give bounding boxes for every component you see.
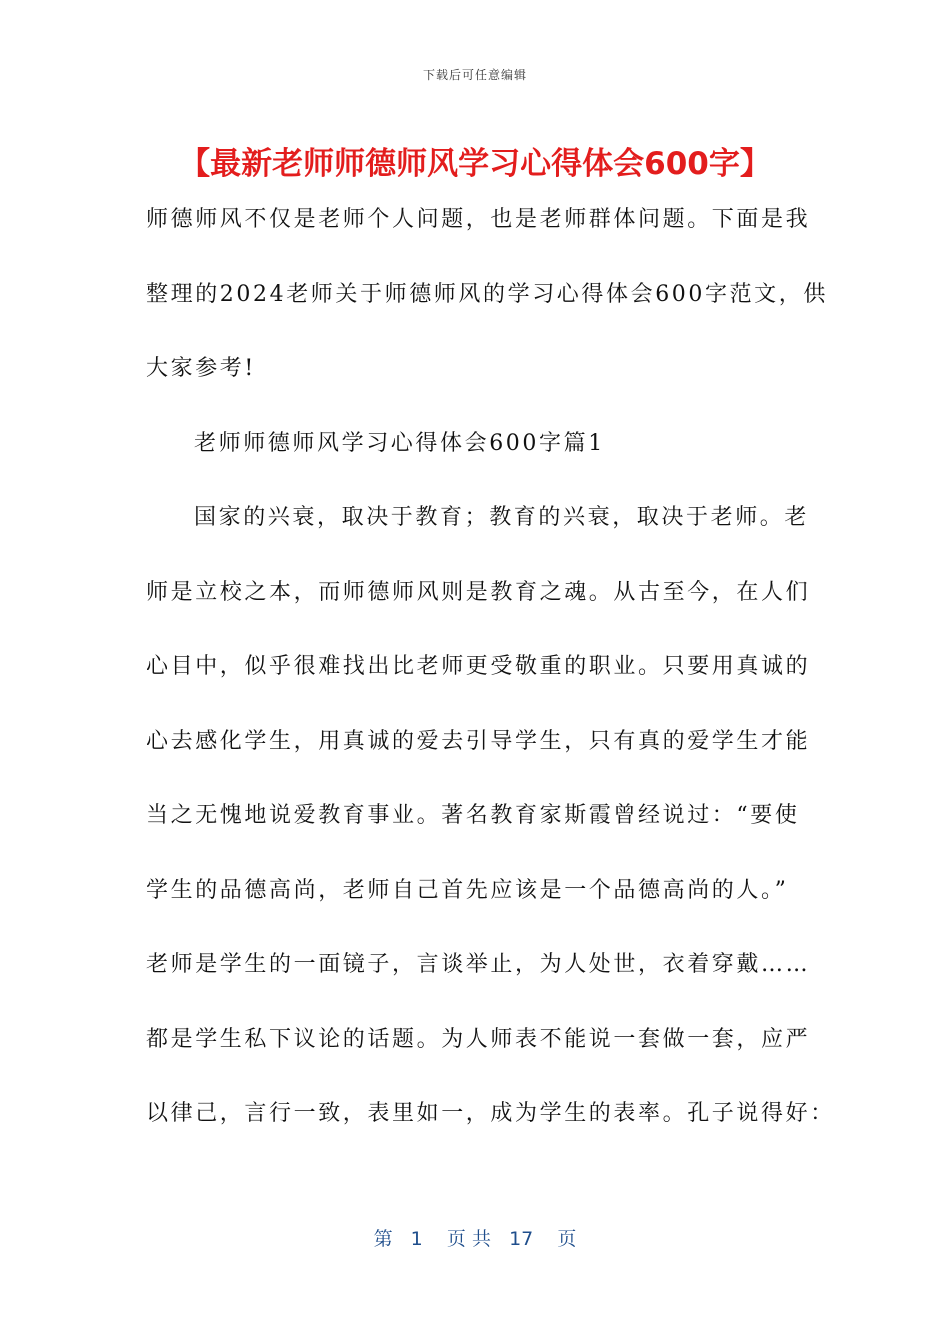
header-note: 下载后可任意编辑: [422, 68, 527, 82]
page-number-footer: 第 1 页 共 17 页: [373, 1228, 577, 1250]
body-line: 学生的品德高尚，老师自己首先应该是一个品德高尚的人。”: [146, 877, 789, 903]
body-line: 当之无愧地说爱教育事业。著名教育家斯霞曾经说过：“要使: [146, 803, 800, 828]
body-line: 心目中，似乎很难找出比老师更受敬重的职业。只要用真诚的: [146, 654, 811, 679]
body-line: 都是学生私下议论的话题。为人师表不能说一套做一套，应严: [146, 1026, 811, 1052]
body-text: [146, 200, 835, 1169]
body-line: 师德师风不仅是老师个人问题，也是老师群体问题。下面是我: [146, 207, 811, 232]
body-line: 大家参考!: [146, 356, 256, 381]
body-line: 整理的2024老师关于师德师风的学习心得体会600字范文，供: [146, 281, 828, 307]
section-heading: 老师师德师风学习心得体会600字篇1: [194, 430, 605, 456]
body-line: 国家的兴衰，取决于教育；教育的兴衰，取决于老师。老: [194, 505, 810, 530]
body-line: 师是立校之本，而师德师风则是教育之魂。从古至今，在人们: [146, 579, 811, 605]
document-title: 【最新老师师德师风学习心得体会600字】: [179, 146, 771, 182]
body-line: 心去感化学生，用真诚的爱去引导学生，只有真的爱学生才能: [146, 728, 811, 754]
body-line: 以律己，言行一致，表里如一，成为学生的表率。孔子说得好：: [146, 1101, 835, 1126]
body-line: 老师是学生的一面镜子，言谈举止，为人处世，衣着穿戴……: [146, 952, 811, 977]
